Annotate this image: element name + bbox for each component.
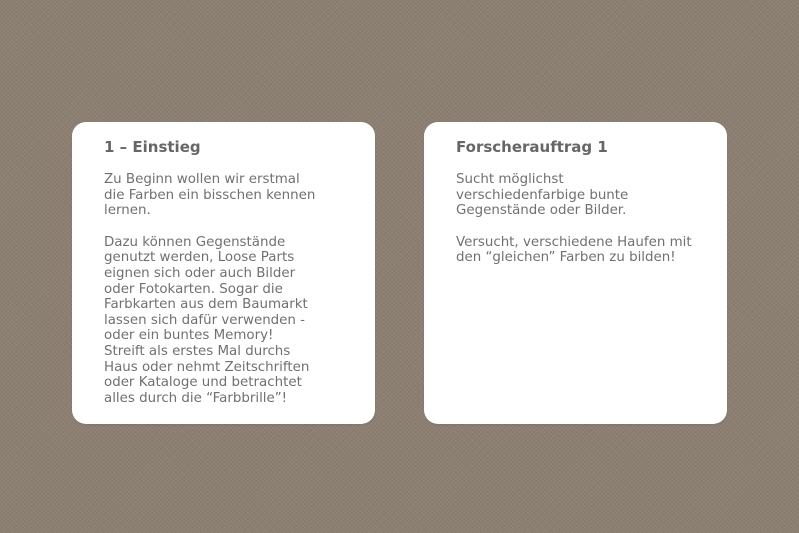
card-paragraph: Dazu können Gegenstände genutzt werden, Loose Parts eignen sich oder auch Bilder oder Fotokarten. Sogar die Farbkarten aus dem Baumarkt lassen sich dafür verwenden - oder ein buntes Memory! Streift als erstes Mal durchs Haus oder nehmt Zeitschriften oder Kataloge und betrachtet alles durch die “Farbbrille”! (104, 234, 310, 406)
card-paragraph: Sucht möglichst verschiedenfarbige bunte Gegenstände oder Bilder. (456, 172, 629, 219)
card-forscherauftrag (424, 122, 727, 424)
card-title: 1 – Einstieg (104, 138, 201, 156)
card-paragraph: Versucht, verschiedene Haufen mit den “gleichen” Farben zu bilden! (456, 234, 692, 266)
card-title: Forscherauftrag 1 (456, 138, 608, 156)
card-einstieg (72, 122, 375, 424)
card-paragraph: Zu Beginn wollen wir erstmal die Farben ein bisschen kennen lernen. (104, 172, 316, 219)
